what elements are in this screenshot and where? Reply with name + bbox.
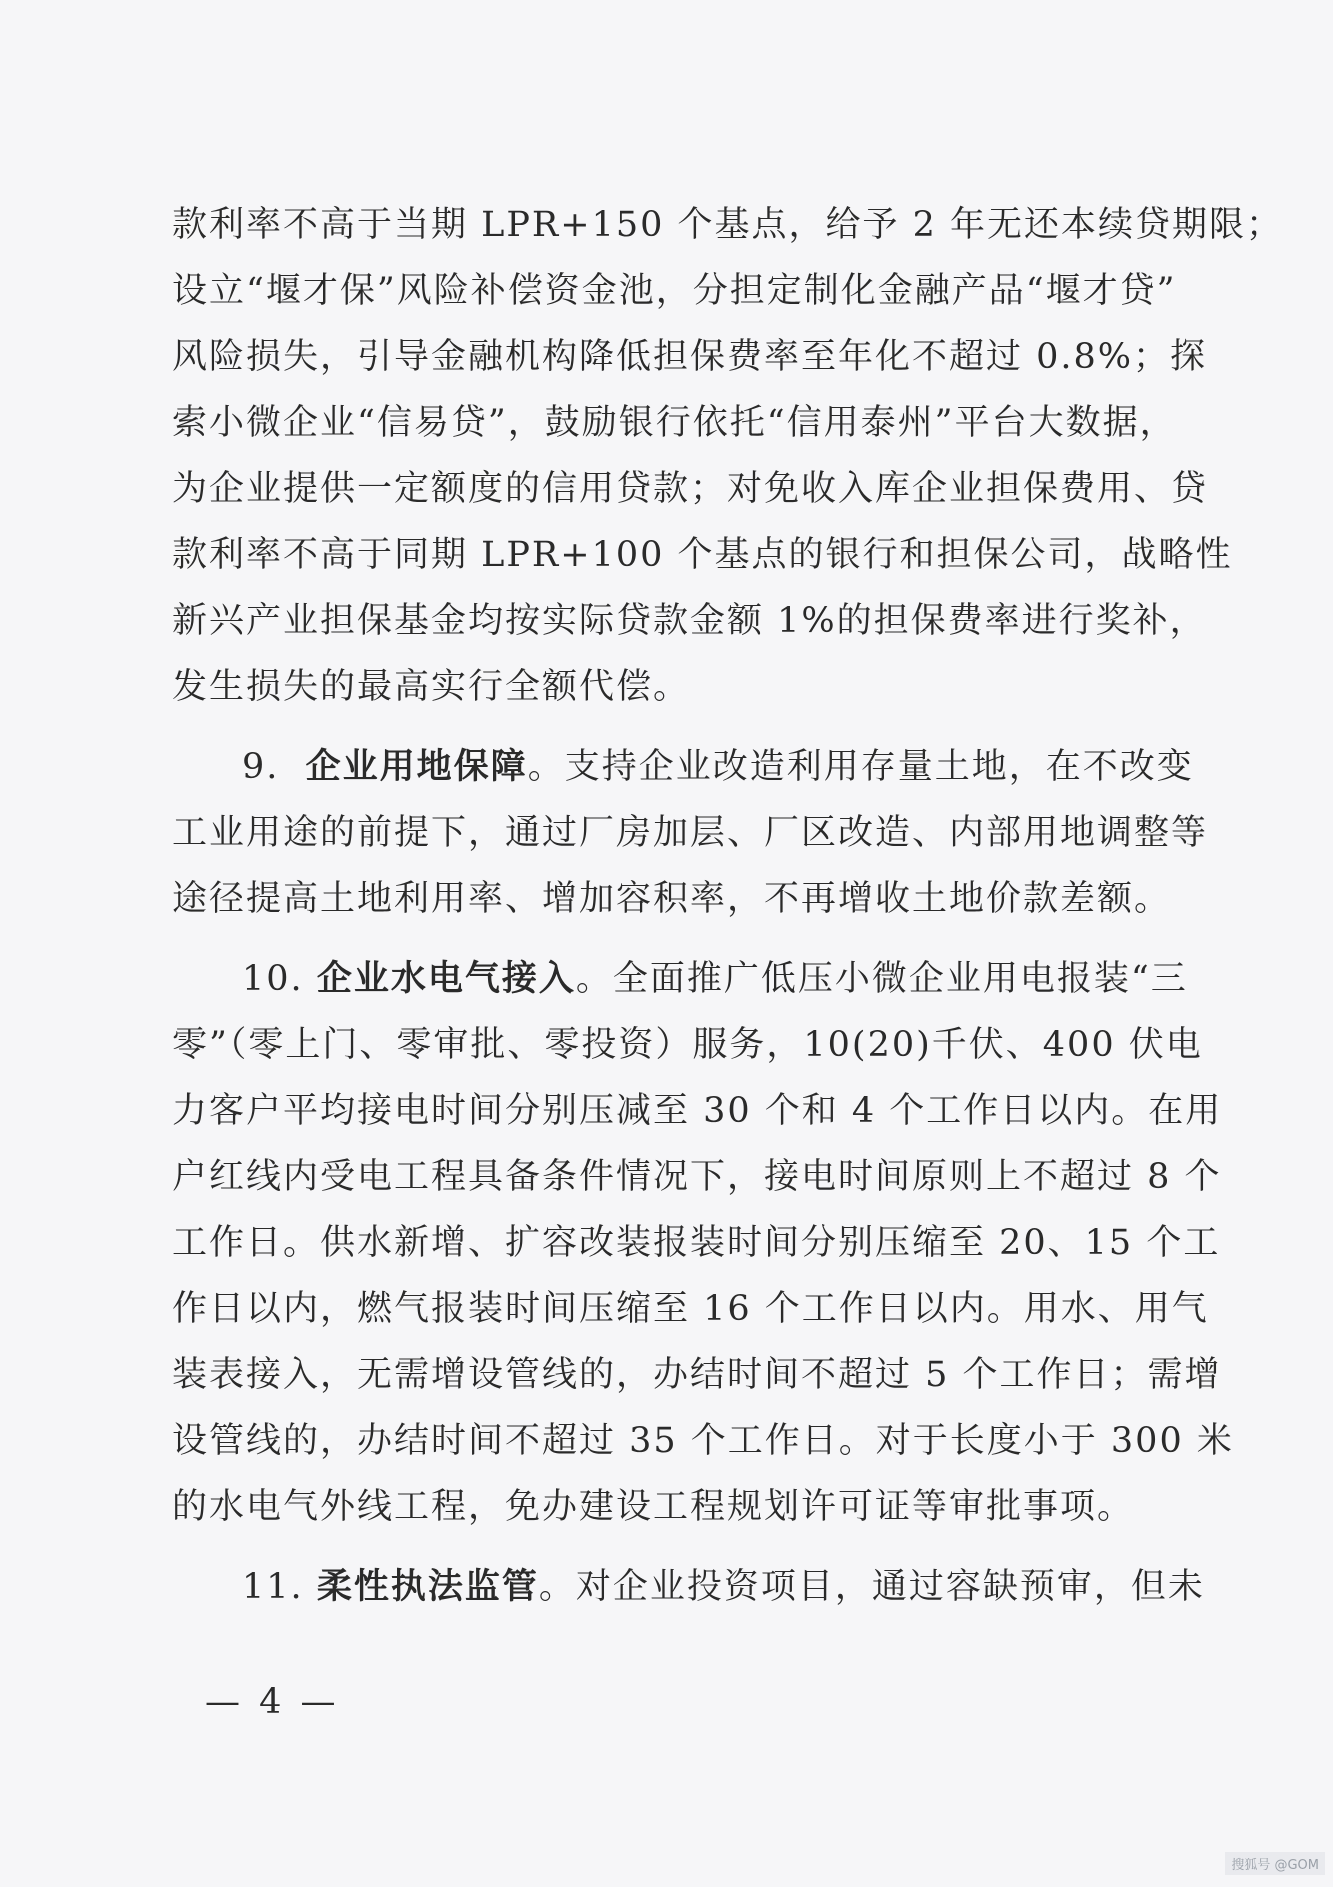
text-line: 户红线内受电工程具备条件情况下，接电时间原则上不超过 8 个 xyxy=(172,1157,1222,1197)
paragraph-text: 。对企业投资项目，通过容缺预审，但未 xyxy=(538,1567,1205,1607)
text-line: 款利率不高于同期 LPR+100 个基点的银行和担保公司，战略性 xyxy=(172,535,1233,575)
paragraph-continued xyxy=(172,192,1284,720)
paragraph-11-first-line xyxy=(172,1554,1205,1620)
watermark: 搜狐号 @GOM xyxy=(1225,1852,1325,1875)
page-number: — 4 — xyxy=(205,1682,340,1722)
paragraph-11 xyxy=(172,1554,1205,1620)
paragraph-heading: 柔性执法监管 xyxy=(316,1566,539,1607)
paragraph-10-first-line xyxy=(172,946,1188,1012)
paragraph-number: 11. xyxy=(242,1567,304,1607)
text-line: 工作日。供水新增、扩容改装报装时间分别压缩至 20、15 个工 xyxy=(172,1223,1221,1263)
text-line: 风险损失，引导金融机构降低担保费率至年化不超过 0.8%；探 xyxy=(172,337,1208,377)
paragraph-number: 10. xyxy=(242,959,304,999)
text-line: 装表接入，无需增设管线的，办结时间不超过 5 个工作日；需增 xyxy=(172,1355,1222,1395)
paragraph-text: 。支持企业改造利用存量土地，在不改变 xyxy=(527,747,1194,787)
document-body xyxy=(172,192,1284,1620)
text-line: 途径提高土地利用率、增加容积率，不再增收土地价款差额。 xyxy=(172,879,1172,919)
paragraph-text: 。全面推广低压小微企业用电报装“三 xyxy=(575,959,1188,999)
text-line: 发生损失的最高实行全额代偿。 xyxy=(172,667,691,707)
paragraph-9 xyxy=(172,734,1209,932)
paragraph-heading: 企业水电气接入 xyxy=(316,958,576,999)
text-line: 索小微企业“信易贷”，鼓励银行依托“信用泰州”平台大数据， xyxy=(172,403,1177,443)
paragraph-number: 9. xyxy=(242,747,280,787)
text-line: 款利率不高于当期 LPR+150 个基点，给予 2 年无还本续贷期限； xyxy=(172,205,1284,245)
paragraph-10 xyxy=(172,946,1234,1540)
paragraph-heading: 企业用地保障 xyxy=(305,746,528,787)
text-line: 作日以内，燃气报装时间压缩至 16 个工作日以内。用水、用气 xyxy=(172,1289,1209,1329)
text-line: 设立“堰才保”风险补偿资金池，分担定制化金融产品“堰才贷” xyxy=(172,271,1177,311)
text-line: 新兴产业担保基金均按实际贷款金额 1%的担保费率进行奖补， xyxy=(172,601,1207,641)
text-line: 工业用途的前提下，通过厂房加层、厂区改造、内部用地调整等 xyxy=(172,813,1209,853)
text-line: 零”（零上门、零审批、零投资）服务，10(20)千伏、400 伏电 xyxy=(172,1025,1203,1065)
text-line: 的水电气外线工程，免办建设工程规划许可证等审批事项。 xyxy=(172,1487,1135,1527)
paragraph-9-first-line xyxy=(172,734,1194,800)
text-line: 为企业提供一定额度的信用贷款；对免收入库企业担保费用、贷 xyxy=(172,469,1209,509)
text-line: 设管线的，办结时间不超过 35 个工作日。对于长度小于 300 米 xyxy=(172,1421,1234,1461)
text-line: 力客户平均接电时间分别压减至 30 个和 4 个工作日以内。在用 xyxy=(172,1091,1223,1131)
